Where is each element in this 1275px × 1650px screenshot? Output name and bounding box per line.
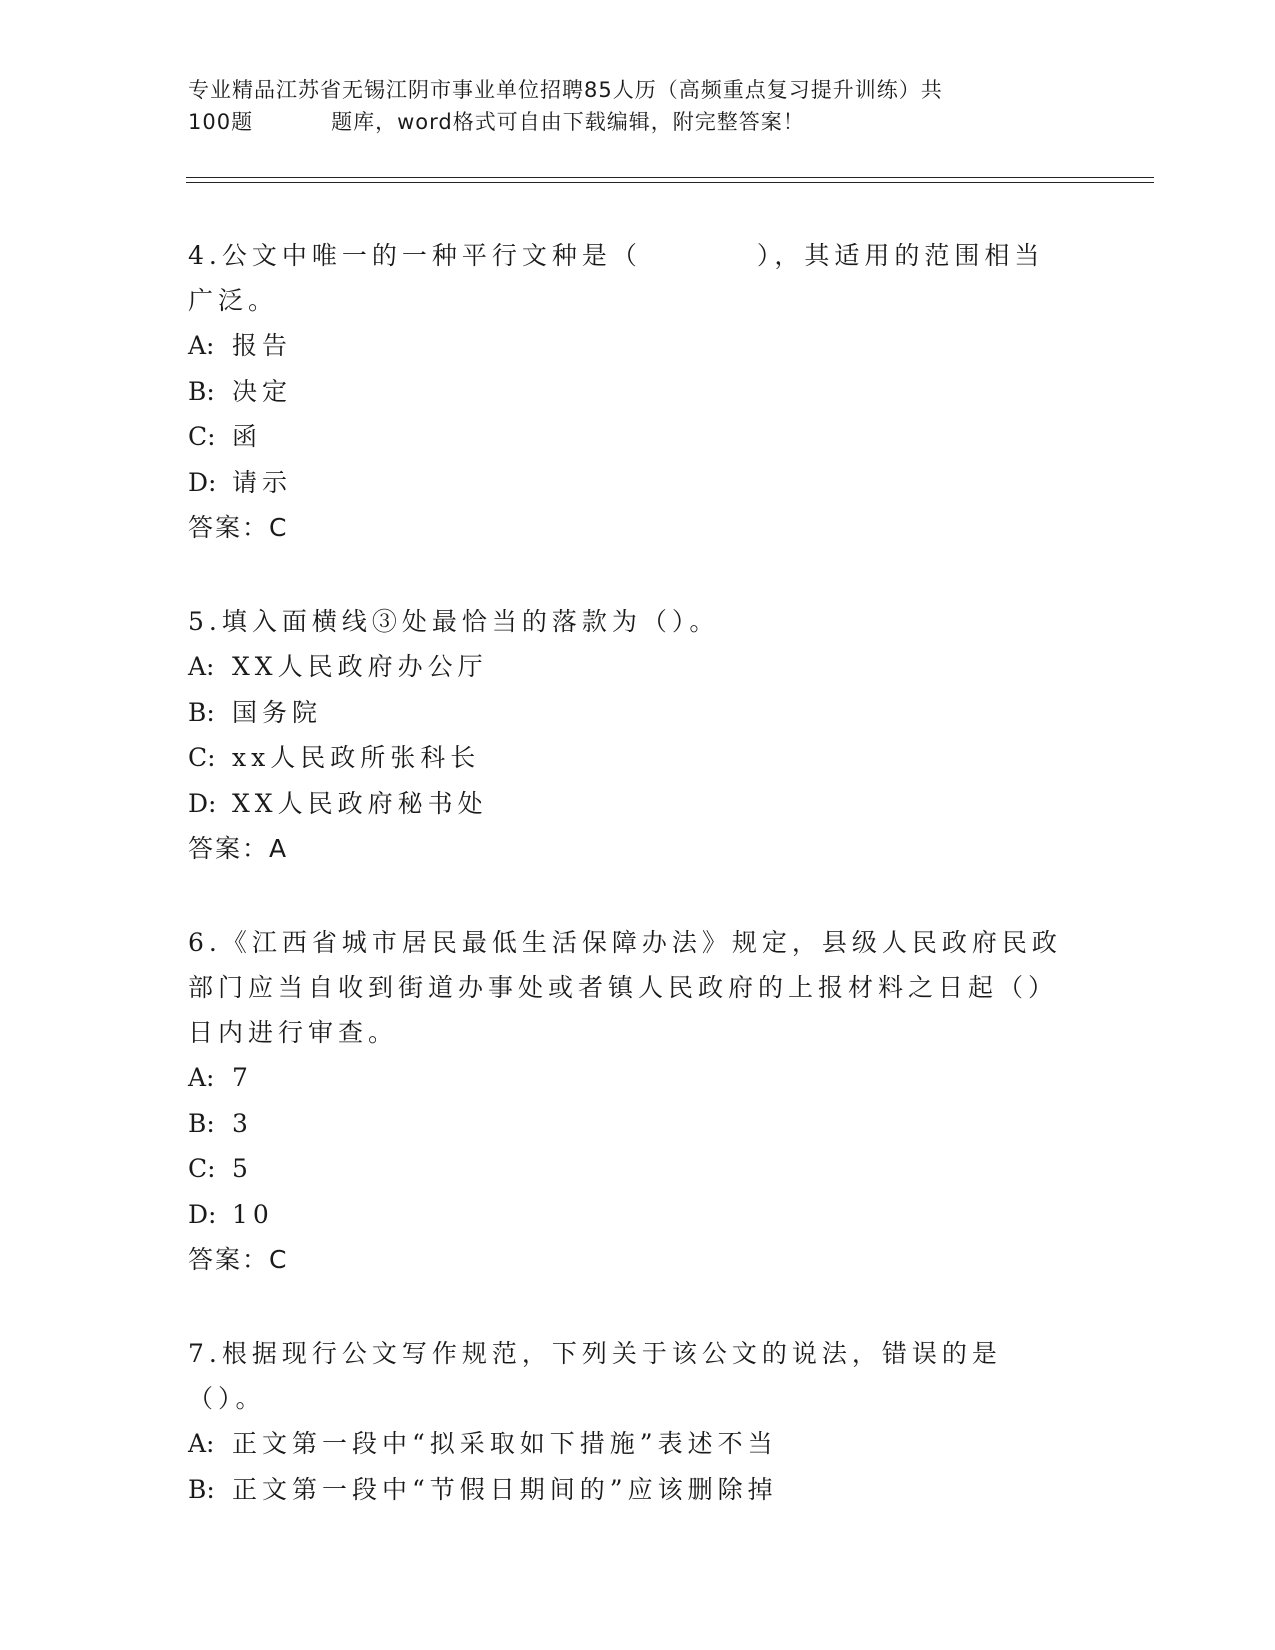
question-stem	[188, 233, 1068, 323]
option-text: 正文第一段中“节假日期间的”应该删除掉	[232, 1474, 778, 1504]
option-text: 10	[232, 1199, 274, 1229]
option-d	[188, 781, 1068, 827]
question-stem-after-blank: ），其适用的范围相当广泛。	[188, 241, 1045, 315]
option-text: 国务院	[232, 697, 323, 727]
option-key: B:	[188, 376, 215, 406]
option-text: 5	[232, 1154, 253, 1183]
answer-line: 答案：C	[188, 1245, 289, 1274]
option-key: A:	[188, 1063, 215, 1092]
option-d	[188, 1192, 1068, 1238]
option-key: D:	[188, 467, 217, 497]
option-text: 报告	[232, 331, 293, 360]
option-key: B:	[188, 697, 215, 727]
option-a	[188, 323, 1068, 369]
option-b	[188, 369, 1068, 415]
document-header	[188, 74, 1068, 138]
option-d	[188, 460, 1068, 506]
question-4	[188, 233, 1068, 551]
question-5	[188, 599, 1068, 872]
question-list	[188, 233, 1068, 1560]
option-a	[188, 1055, 1068, 1101]
option-key: D:	[188, 1199, 217, 1229]
option-key: C:	[188, 1154, 216, 1183]
option-key: B:	[188, 1474, 215, 1504]
option-b	[188, 690, 1068, 736]
option-key: C:	[188, 743, 216, 772]
option-key: A:	[188, 331, 215, 360]
option-b	[188, 1101, 1068, 1147]
option-key: D:	[188, 788, 217, 818]
option-text: XX人民政府秘书处	[232, 788, 488, 818]
option-text: xx人民政所张科长	[232, 743, 481, 772]
question-stem-before-blank: 4.公文中唯一的一种平行文种是（	[188, 241, 642, 270]
question-stem: 7.根据现行公文写作规范，下列关于该公文的说法，错误的是（）。	[188, 1339, 1002, 1413]
option-key: A:	[188, 1429, 215, 1458]
option-text: 决定	[232, 376, 293, 406]
header-title-line2	[188, 106, 1068, 138]
question-7	[188, 1331, 1068, 1512]
option-text: 7	[232, 1063, 253, 1092]
option-text: 请示	[232, 467, 293, 497]
header-divider-top	[186, 177, 1154, 178]
option-text: XX人民政府办公厅	[232, 652, 488, 681]
option-a	[188, 644, 1068, 690]
question-stem: 6.《江西省城市居民最低生活保障办法》规定，县级人民政府民政部门应当自收到街道办事处或者镇人民政府的上报材料之日起（）日内进行审查。	[188, 928, 1062, 1047]
option-c	[188, 1146, 1068, 1192]
option-key: A:	[188, 652, 215, 681]
option-b	[188, 1467, 1068, 1513]
option-key: B:	[188, 1108, 215, 1138]
option-text: 正文第一段中“拟采取如下措施”表述不当	[232, 1429, 778, 1458]
header-title-line1: 专业精品江苏省无锡江阴市事业单位招聘85人历（高频重点复习提升训练）共	[188, 78, 943, 102]
question-stem: 5.填入面横线③处最恰当的落款为（）。	[188, 607, 720, 636]
header-divider-bottom	[186, 182, 1154, 183]
option-text: 3	[232, 1108, 253, 1138]
answer-line: 答案：C	[188, 513, 289, 542]
answer-line: 答案：A	[188, 834, 289, 863]
header-question-count: 100题	[188, 110, 254, 134]
option-a	[188, 1421, 1068, 1467]
header-description: 题库，word格式可自由下载编辑，附完整答案！	[331, 110, 805, 134]
option-c	[188, 414, 1068, 460]
option-c	[188, 735, 1068, 781]
option-key: C:	[188, 422, 216, 451]
option-text: 函	[232, 422, 263, 451]
question-6	[188, 920, 1068, 1283]
